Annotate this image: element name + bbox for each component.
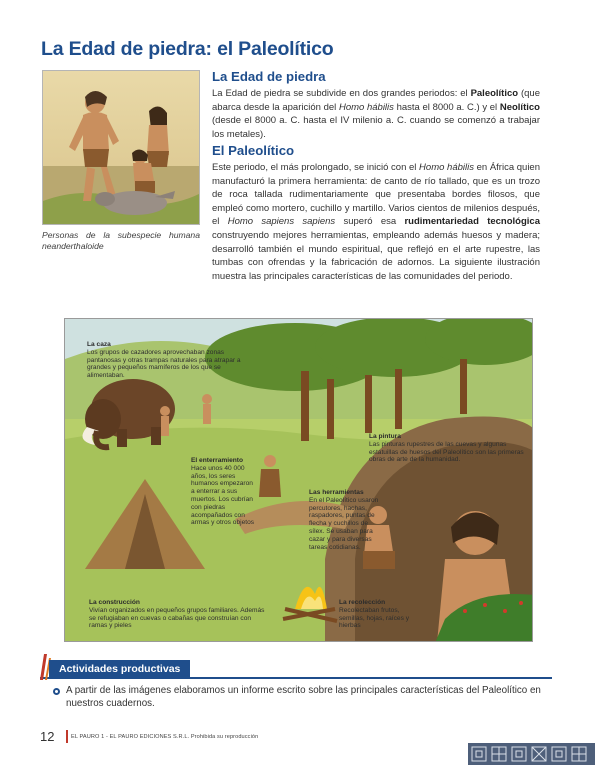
section-paragraph-paleolitico: Este periodo, el más prolongado, se inició con el Homo hábilis en África quien manufacturó la primera herramienta: de canto de río tallado, que es un trozo de roca tallada rudimentariamente que presentaba bordes filosos, que empleó como mortero, cuchillo y martillo. Varios cientos de milenios después, el Homo sapiens sapiens superó esa rudimentariedad tecnológica construyendo mejores herramientas, empleando además huesos y madera; desarrolló también el mundo espiritual, que reflejó en el arte rupestre, las tumbas con ofrendas y la fabricación de adornos. La siguiente ilustración muestra las principales características de las comunidades del periodo. xyxy=(212,162,540,282)
activity-item: A partir de las imágenes elaboramos un informe escrito sobre las principales características del Paleolítico en nuestros cuadernos. xyxy=(66,685,541,710)
label-construccion: La construcción Vivían organizados en pequeños grupos familiares. Además se refugiaban en cuevas o cabañas que construían con ramas y pieles xyxy=(89,599,265,630)
label-enterramiento: El enterramiento Hace unos 40 000 años, los seres humanos empezaron a enterrar a sus muertos. Los cubrían con piedras acompañados con armas y otros objetos xyxy=(191,457,255,527)
figure-caption: Personas de la subespecie humana neanderthaloide xyxy=(42,230,200,252)
section-paragraph-edad-de-piedra: La Edad de piedra se subdivide en dos grandes periodos: el Paleolítico (que abarca desde la aparición del Homo hábilis hasta el 8000 a. C.) y el Neolítico (desde el 8000 a. C. hasta el IV milenio a. C. cuando se comenzó a trabajar los metales). xyxy=(212,88,540,140)
label-recoleccion: La recolección Recolectaban frutos, semillas, hojas, raíces y hierbas xyxy=(339,599,409,630)
paleolithic-scene-illustration xyxy=(64,318,533,642)
label-herramientas: Las herramientas En el Paleolítico usaron percutores, hachas, raspadores, puntas de flecha y cuchillos de sílex. Se usaban para cazar y para diversas tareas cotidianas. xyxy=(309,489,379,551)
footer-divider xyxy=(66,730,68,743)
label-pintura: La pintura Las pinturas rupestres de las cuevas y algunas estatuillas de huesos del Paleolítico son las primeras obras de arte de la humanidad. xyxy=(369,433,524,464)
section-heading-edad-de-piedra: La Edad de piedra xyxy=(212,69,326,84)
page-number: 12 xyxy=(40,729,55,744)
activities-label: Actividades productivas xyxy=(49,660,190,677)
label-caza: La caza Los grupos de cazadores aprovechaban zonas pantanosas y otras trampas naturales para atrapar a grandes y pequeños mamíferos de los que se alimentaban. xyxy=(87,341,241,380)
bullet-icon xyxy=(53,688,60,695)
page-title: La Edad de piedra: el Paleolítico xyxy=(41,38,334,60)
neanderthal-illustration xyxy=(42,70,200,225)
activities-rule xyxy=(40,677,552,679)
footer-copyright: EL PAURO 1 - EL PAURO EDICIONES S.R.L. Prohibida su reproducción xyxy=(71,734,259,740)
decorative-band xyxy=(468,743,595,765)
section-heading-paleolitico: El Paleolítico xyxy=(212,143,295,158)
